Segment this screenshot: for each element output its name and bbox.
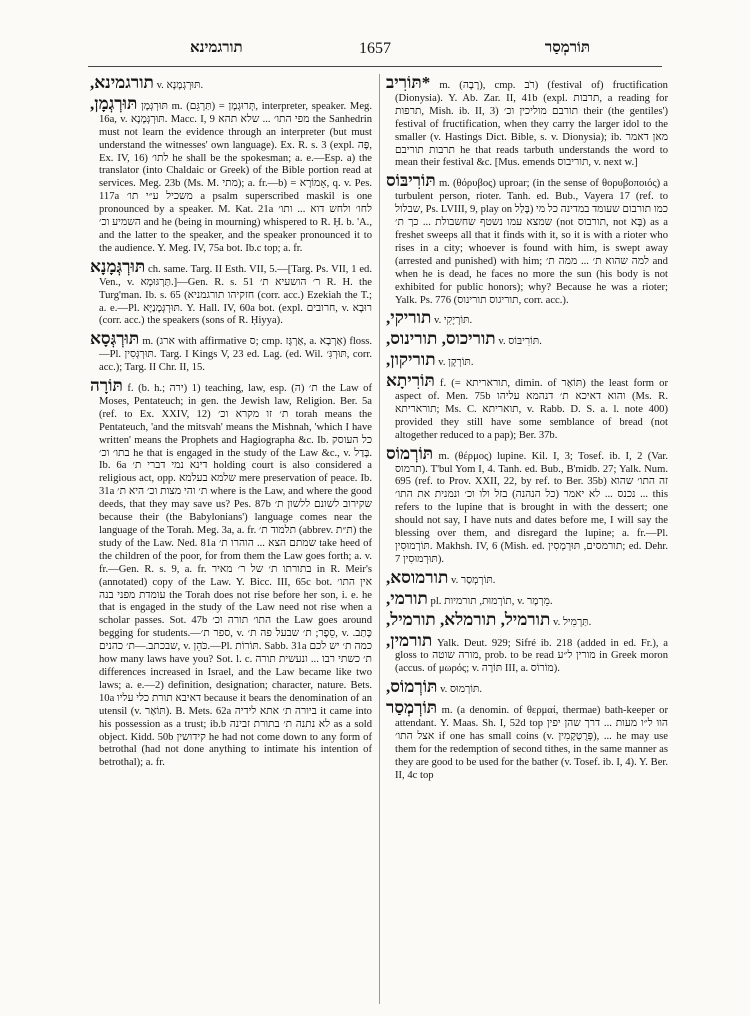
entry-headword: תּוֹרָה	[90, 376, 123, 396]
entry-text: f. (= תוראריתא, dimin. of תּוֹאַר) the least form or aspect of. Men. 75b והוא דאיכא ת׳ דנהמא עליהו (Ms. R. תוראריתא; Ms. C. תואריתא, v. Rabb. D. S. a. l. note 400) provided they still have some semblance of bread (not altogether reduced to a pap); Ber. 37b.	[395, 378, 668, 441]
entry-headword: תּוּרְגְּמָנָא	[90, 256, 146, 276]
entry-headword: תּוֹרְמוֹס	[386, 443, 434, 463]
entry-headword: תורמין,	[386, 630, 433, 650]
page-number: 1657	[359, 40, 391, 57]
dictionary-entry	[386, 372, 668, 443]
left-column	[90, 74, 372, 1004]
entry-text: v. תּוֹרְמוּס.	[440, 684, 483, 696]
entry-headword: תורמיל, תורמלא, תורמיל,	[386, 609, 551, 629]
dictionary-entry	[386, 678, 668, 697]
entry-headword: תּוֹרִיתָא	[386, 371, 435, 391]
dictionary-entry	[90, 74, 372, 93]
dictionary-entry	[386, 172, 668, 307]
entry-text: v. תּוֹרְיָקִי.	[434, 315, 473, 327]
dictionary-entry	[386, 351, 668, 370]
dictionary-entry	[386, 590, 668, 609]
dictionary-entry	[386, 74, 668, 170]
entry-text: Yalk. Deut. 929; Sifré ib. 218 (added in ed. Fr.), a gloss to מורה שוטה, prob. to be read מורין ל״ע in Greek moron (accus. of μωρός; v. תּוֹרָה III, a. מוֹרוֹס).	[395, 637, 668, 675]
entry-headword: תורגמינא,	[90, 74, 154, 92]
entry-text: pl. תוֹרְמוּת, תורמיות, v. מֵרְמָר.	[430, 595, 553, 607]
entry-text: v. תּוֹרְקָן.	[438, 357, 474, 369]
entry-text: m. (a denomin. of θερμαί, thermae) bath-keeper or attendant. Y. Maas. Sh. I, 52d top הוו ל״ו מעות ... דרך שהן יפין אצל התו׳ if one has small coins (v. פְּרֻטְקָמִין), ... he may use them for the redemption of second tithes, in the same manner as they are good to be used for the bather (v. Tosef. ib. I, 4). Y. Ber. II, 4c top	[395, 705, 668, 781]
running-head-left: תורגמינא	[190, 40, 243, 56]
entry-text: תּוּרְגְּמָן m. (תַּרְגֵּם) = תְּרוּגְמָן, interpreter, speaker. Meg. 16a, v. תּוּרְגְּמָנָא. Macc. I, 9 מפי התו׳ ... שלא תהא the Sanhedrin must not learn the evidence through an interpreter (but must understand the witnesses' own language). Ex. R. s. 3 (expl. פֶּה, Ex. IV, 16) לתו׳ he shall be the spokesman; a. e.—Esp. a) the translator (into Chaldaic or Greek) of the Bible portion read at services. Meg. 23b (Ms. M. מתי); a. fr.—b) = אָמוֹרָא, q. v. Pes. 117a משכיל ע״י תו׳ a psalm superscribed maskil is one pronounced by a speaker. M. Kat. 21a לחו׳ ולחש דוא ... ותו׳ השמיע וכ׳ and he (being in mourning) whispered to R. Ḥ. b. 'A., and the latter to the speaker, and the speaker pronounced it to the audience. Y. Meg. IV, 75a bot. Ib.c top; a. fr.	[99, 100, 372, 254]
column-separator	[379, 74, 380, 1004]
right-column	[386, 74, 668, 1004]
entry-headword: תוריקי,	[386, 308, 432, 328]
entry-headword: תּוּרְגְמָן,	[90, 93, 138, 113]
entry-headword: תוריקון,	[386, 350, 436, 370]
dictionary-entry	[386, 699, 668, 782]
dictionary-entry	[386, 330, 668, 349]
dictionary-entry	[90, 95, 372, 256]
entry-headword: תּוֹרִיבּוֹס	[386, 171, 436, 191]
running-head-right: תּוֹרמְסַר	[544, 40, 590, 56]
entry-text: f. (b. h.; ירה) 1) teaching, law, esp. ת׳ (ה) the Law of Moses, Pentateuch; in gen. the Jewish law, Religion. Ber. 5a (ref. to Ex. XXIV, 12) ת׳ זו מקרא וכ׳ torah means the Pentateuch, 'and the mitsvah' means the Mishnah, 'which I have written' means the Prophets and Hagiographa &c. Ib. כל העוסק בתו׳ וכ׳ he that is engaged in the study of the Law &c., v. בָּדַל. Ib. 6a דינא נמי דברי ת׳ holding court is also considered a religious act, opp. שלמא בעלמא mere preservation of peace. Ib. 31a ת׳ והי מצות וכ׳ היא ת׳ where is the Law, and where the good deeds, that they may save us? Pes. 87b שקירוב לשונם ללשון ת׳ because their (the Babylonians') language comes near the language of the Torah. Meg. 3a, a. fr. תלמוד ת׳ (abbrev. ת״ת) the study of the Law. Ned. 81a שמתם הצא ... הוהרו ת׳ take heed of the children of the poor, for from them the Law goes forth; a. v. fr.—Gen. R. s. 9, a. fr. בתורתו ת׳ של ר׳ מאיר in R. Meir's (annotated) copy of the Law. Y. Bicc. III, 65c bot. אין התו׳ עומדת מפני בנה the Torah does not rise before her son, i. e. he that is engaged in the study of the Law need not rise when a scholar passes. Sot. 47b התו׳ תורה וכ׳ the Law goes around begging for students.—ספר ת׳, v. סֵפֶר; ת׳ שבעל פה ת׳, v. כָּתַב. שבכתב.—ת׳ כהנים, v. כֹּהֵן.—Pl. תּוֹרוֹת. Sabb. 31a כמה ת׳ יש לכם how many laws have you? Sot. l. c. ת׳ כשתי רבו ... ונעשית תורה differences increased in Israel, and the Law became like two laws; a. e.—2) definition, designation; character, nature. Bets. 10a דאיבא תורת כלי עליו because it bears the denomination of an utensil (v. תּוֹאַר). B. Mets. 62a ביורה ת׳ אתא לידיה it came into his possession as a trust; ib.b לא נתנה ת׳ בתורת זבינה as a sold object. Kidd. 50b קידושין he had not come down to any form of betrothal (had not done anything to intimate his intention of betrothal); a. fr.	[99, 383, 372, 769]
dictionary-entry	[386, 309, 668, 328]
dictionary-entry	[386, 611, 668, 630]
entry-text: v. תּוֹרִיבּוֹס.	[498, 336, 542, 348]
entry-headword: תּוֹרְמוֹס,	[386, 677, 438, 697]
dictionary-entry	[90, 330, 372, 375]
entry-headword: תורמוסא,	[386, 567, 449, 587]
entry-text: m. (ארג with affirmative ס; cmp. אַרְגָּז, a. אַרְבָא) floss.—Pl. תּוּרְגְּסִין. Targ. I Kings V, 23 ed. Lag. (ed. Wil. תּוּרְגִּ׳, corr. acc.); Targ. II Chr. II, 15.	[99, 336, 372, 374]
entry-headword: *תּוֹרִיב	[386, 74, 431, 92]
entry-headword: תורמי,	[386, 588, 428, 608]
entry-text: v. תּוּרְגְמָנָא.	[156, 80, 204, 91]
dictionary-entry	[90, 258, 372, 329]
entry-text: m. (θέρμος) lupine. Kil. I, 3; Tosef. ib. I, 2 (Var. תרמוס). T'bul Yom I, 4. Tanh. ed. Bub., B'midb. 27; Yalk. Num. 695 (ref. to Prov. XXII, 22, by ref. to Ber. 35b) זה התו׳ שהוא נכנס ... לא יאמר (כל הנהנה) בזל ולו וכ׳ ונמנית את התו׳ ... this refers to the lupine that is brought in with the dessert; one should not say, I have nuts and dates before me, I will say the blessing over them, and disregard the lupine; a. fr.—Pl. תּוֹרְמוּסִין. Makhsh. IV, 6 (Mish. ed. תורמסים, תּוּרְמְסִין; ed. Dehr. 7 תּוּרְמוּסִין).	[395, 450, 668, 565]
entry-text: m. (רָבָה), cmp. רֹב) (festival of) fructification (Dionysia). Y. Ab. Zar. II, 41b (expl. תרבות, a reading for תרפות, Mish. ib. II, 3) תורבם מוליכין וכ׳ their (the gentiles') festival of fructification, when they carry the larger idol to the smaller (v. Hastings Dict. Bible, s. v. Dionysia); ib. מאן דאמר תרבות תוריבם he that reads tarbuth understands the word to mean their festival &c. [Mus. emends תוריבוס, v. next w.]	[395, 80, 668, 169]
entry-text: v. תּוֹרְמְסַר.	[451, 574, 496, 586]
entry-text: v. תַּרְמִיל.	[553, 616, 592, 628]
dictionary-entry	[386, 569, 668, 588]
dictionary-entry	[90, 377, 372, 770]
entry-headword: תּוֹרְמְסַר	[386, 698, 438, 718]
entry-text: ch. same. Targ. II Esth. VII, 5.—[Targ. Ps. VII, 1 ed. Ven., v. תַּרְגּוּמָא.]—Gen. R. s. 51 ר׳ הושעיא ת׳ R. H. the Turg'man. Ib. s. 65 (חזקיהו תורגמניא (corr. acc.) Ezekiah the T.; a. e.—Pl. תּוּרְגְּמָנַיָּא. Y. Hall. IV, 60a bot. (expl. חרובים, v. רוּבָא (corr. acc.) the speakers (sons of R. Ḥiyya).	[99, 263, 372, 327]
dictionary-entry	[386, 445, 668, 567]
entry-headword: תּוּרְגְּסָא	[90, 329, 140, 349]
entry-headword: תוריכוס, תורינוס,	[386, 329, 496, 349]
dictionary-entry	[386, 632, 668, 677]
header-rule	[88, 66, 662, 67]
entry-text: m. (θόρυβος) uproar; (in the sense of θορυβοποιός) a turbulent person, rioter. Tanh. ed. Bub., Vayera 17 (ref. to שבלול, Ps. LVIII, 9, play on בָּלַל) כמו תורבום שעומד במדינה כל מי שמצא עמו נשטף שחשבולת ... כך ת׳ (not תורבוס, not בָּא) as a freshet sweeps all that it finds with it, so it is with a rioter who rises in a city; whoever is found with him, is swept away (arrested and punished) with him; למה שהוא ת׳ ... ממה ת׳ and when he is dead, he faces no more the sun (his body is not exhibited for public honors); why? Because he was a rioter; Yalk. Ps. 776 (תוריגוס תורינוס, corr. acc.).	[395, 178, 668, 306]
